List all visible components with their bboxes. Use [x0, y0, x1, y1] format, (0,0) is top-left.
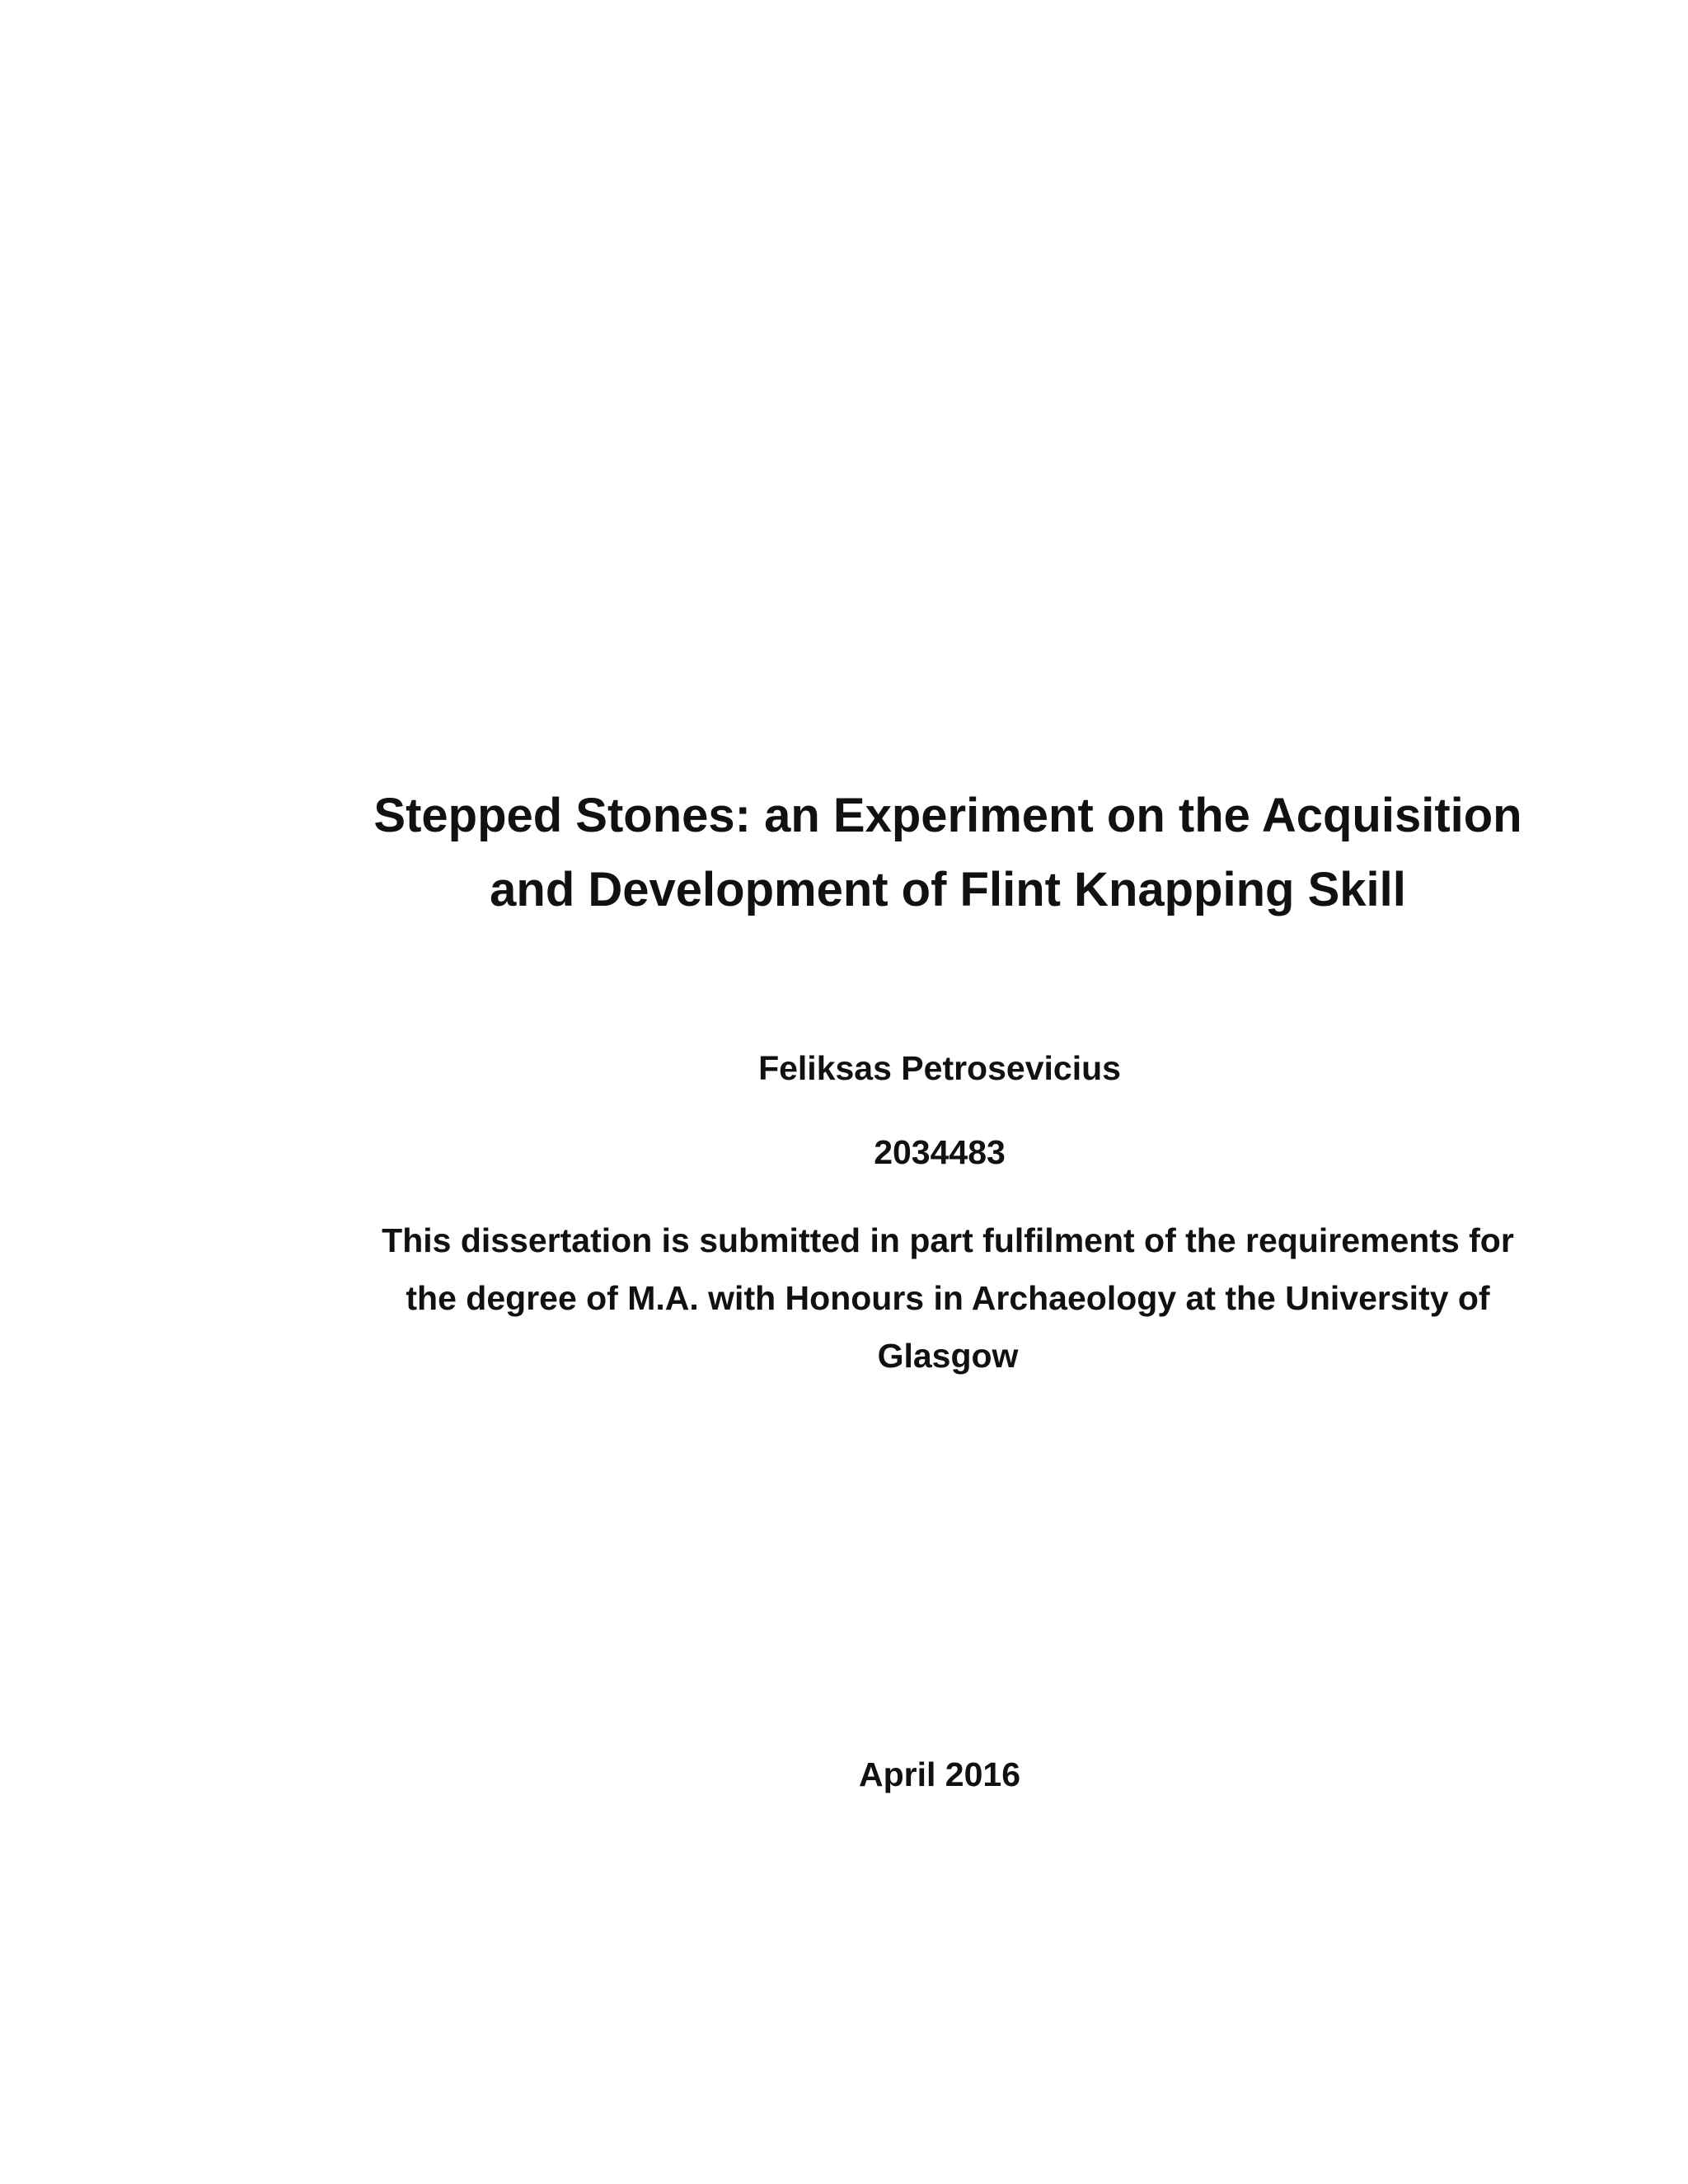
author-name: Feliksas Petrosevicius	[758, 1049, 1121, 1087]
dissertation-title	[330, 779, 1566, 927]
title-line-2: and Development of Flint Knapping Skill	[490, 863, 1406, 916]
submission-statement	[313, 1212, 1582, 1385]
statement-line-3: Glasgow	[877, 1337, 1019, 1375]
statement-line-2: the degree of M.A. with Honours in Archaeology at the University of	[406, 1279, 1490, 1317]
student-id: 2034483	[874, 1133, 1006, 1171]
statement-line-1: This dissertation is submitted in part fulfilment of the requirements for	[382, 1221, 1514, 1259]
submission-date: April 2016	[859, 1755, 1020, 1793]
title-line-1: Stepped Stones: an Experiment on the Acquisition	[373, 789, 1522, 842]
